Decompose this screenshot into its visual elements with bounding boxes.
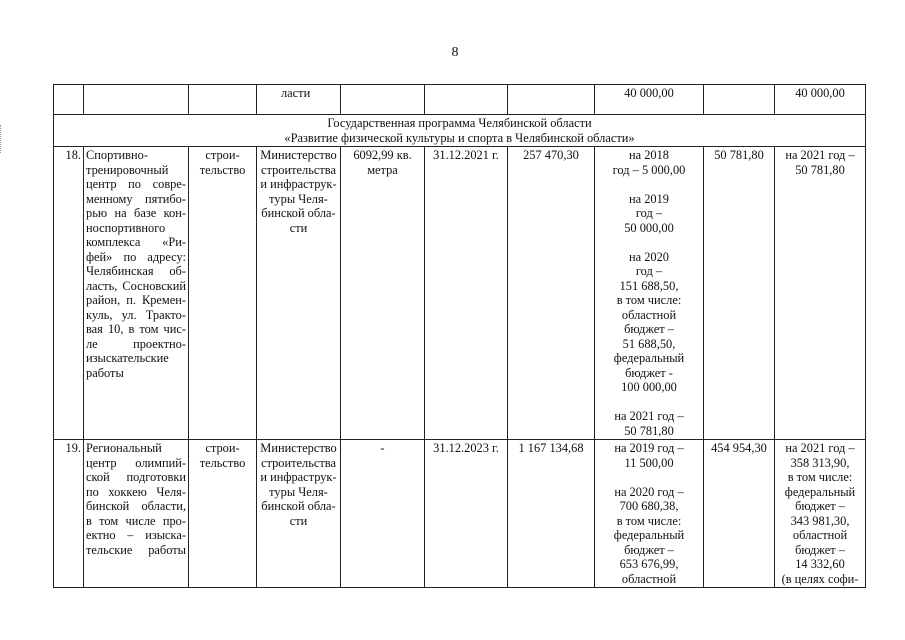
- table-row-continued: [54, 85, 866, 115]
- cell-line: сти: [289, 220, 308, 235]
- cell-type: [189, 85, 257, 115]
- cell-line: куль, ул. Тракто-: [86, 307, 186, 322]
- cell-line: район, п. Кремен-: [86, 293, 186, 307]
- cell-line: фей» по адресу:: [86, 249, 186, 264]
- cell-capacity: [341, 147, 425, 440]
- cell-line: туры Челя-: [269, 191, 328, 206]
- cell-line: в том числе:: [616, 513, 682, 528]
- cell-line: год – 5 000,00: [612, 162, 686, 177]
- cell-line: федеральный: [613, 528, 685, 542]
- cell-line: Челябинская об-: [86, 264, 186, 278]
- cell-line: федеральный: [613, 351, 685, 365]
- cell-capacity: [341, 85, 425, 115]
- cell-line: носпортивного: [86, 220, 166, 235]
- cell-responsible: [257, 440, 341, 588]
- cell-line: год –: [635, 206, 663, 220]
- cell-line: 100 000,00: [621, 380, 677, 394]
- cell-line: туры Челя-: [269, 484, 328, 499]
- cell-line: изыскательские: [86, 351, 169, 365]
- cell-line: строительства: [261, 455, 336, 470]
- cell-line: рью на базе кон-: [86, 206, 186, 220]
- cell-line: 51 688,50,: [622, 336, 676, 351]
- cell-line: в том числе про-: [86, 513, 186, 528]
- cell-line: тельство: [199, 162, 246, 177]
- cell-funding: 40 000,00: [595, 85, 704, 115]
- cell-line: Спортивно-: [86, 148, 148, 162]
- objects-table: [53, 84, 866, 588]
- cell-amount: 454 954,30: [704, 440, 775, 588]
- cell-line: тельство: [199, 455, 246, 470]
- cell-line: бюджет -: [625, 365, 673, 380]
- cell-line: бюджет –: [795, 499, 845, 513]
- program-header-row: [54, 115, 866, 147]
- cell-amount: 50 781,80: [704, 147, 775, 440]
- cell-line: на 2021 год –: [785, 148, 855, 162]
- scan-margin-mark: [0, 125, 7, 153]
- cell-line: 50 781,80: [624, 423, 674, 438]
- cell-responsible: [257, 147, 341, 440]
- cell-line: областной: [621, 571, 677, 586]
- cell-line: в том числе:: [616, 293, 682, 307]
- cell-line: 50 000,00: [624, 220, 674, 235]
- table-row-object-18: [54, 147, 866, 440]
- cell-deadline: [425, 85, 508, 115]
- cell-funding: [595, 440, 704, 588]
- cell-line: ской подготовки: [86, 470, 186, 484]
- cell-num: 19.: [54, 440, 84, 588]
- cell-line: тренировочный: [86, 162, 169, 177]
- cell-line: и инфраструк-: [260, 470, 337, 484]
- cell-line: ле проектно-: [86, 336, 186, 351]
- cell-line: бюджет –: [624, 322, 674, 336]
- cell-amount: [704, 85, 775, 115]
- cell-line: менному пятибо-: [86, 191, 186, 206]
- cell-planned: [775, 440, 866, 588]
- cell-line: Региональный: [86, 441, 162, 455]
- cell-name: [84, 147, 189, 440]
- cell-line: бинской обла-: [261, 206, 336, 220]
- cell-line: 6092,99 кв.: [353, 148, 412, 162]
- cell-name: [84, 440, 189, 588]
- cell-deadline: 31.12.2021 г.: [425, 147, 508, 440]
- cell-line: на 2021 год –: [785, 441, 855, 455]
- cell-line: бинской области,: [86, 499, 186, 513]
- cell-line: [597, 470, 701, 485]
- cell-responsible-tail: ласти: [257, 85, 341, 115]
- cell-line: 151 688,50,: [619, 278, 679, 293]
- cell-cost: 257 470,30: [508, 147, 595, 440]
- cell-line: 14 332,60: [795, 557, 845, 571]
- cell-line: и инфраструк-: [260, 177, 337, 191]
- cell-line: Министерство: [260, 148, 337, 162]
- cell-line: федеральный: [784, 484, 856, 499]
- cell-line: на 2018: [628, 148, 669, 162]
- cell-line: 50 781,80: [795, 162, 845, 177]
- cell-line: центр по совре-: [86, 177, 186, 191]
- cell-line: бинской обла-: [261, 499, 336, 513]
- program-header: Государственная программа Челябинской области «Развитие физической культуры и спорта в Челябинской области»: [54, 115, 866, 147]
- cell-line: строи-: [205, 148, 240, 162]
- cell-cost: 1 167 134,68: [508, 440, 595, 588]
- cell-line: Министерство: [260, 441, 337, 455]
- cell-line: ектно – изыска-: [86, 528, 186, 542]
- cell-line: строительства: [261, 162, 336, 177]
- cell-num: 18.: [54, 147, 84, 440]
- cell-line: по хоккею Челя-: [86, 484, 186, 499]
- cell-planned: [775, 147, 866, 440]
- cell-line: сти: [289, 513, 308, 528]
- cell-line: [597, 235, 701, 250]
- cell-line: -: [380, 441, 385, 455]
- cell-line: строи-: [205, 441, 240, 455]
- cell-cost: [508, 85, 595, 115]
- cell-line: работы: [86, 365, 124, 380]
- cell-line: на 2020 год –: [614, 484, 684, 499]
- cell-line: метра: [367, 162, 398, 177]
- cell-line: бюджет –: [795, 542, 845, 557]
- cell-num: [54, 85, 84, 115]
- cell-line: бюджет –: [624, 542, 674, 557]
- cell-type: [189, 440, 257, 588]
- cell-deadline: 31.12.2023 г.: [425, 440, 508, 588]
- cell-line: вая 10, в том чис-: [86, 322, 186, 336]
- cell-line: 700 680,38,: [619, 499, 679, 513]
- cell-line: на 2021 год –: [614, 409, 684, 423]
- cell-line: в том числе:: [787, 470, 853, 484]
- cell-line: комплекса «Ри-: [86, 235, 186, 249]
- cell-capacity: [341, 440, 425, 588]
- cell-line: 358 313,90,: [790, 455, 850, 470]
- cell-line: [597, 177, 701, 192]
- cell-line: (в целях софи-: [781, 571, 859, 586]
- page-number: 8: [451, 45, 459, 60]
- cell-line: 11 500,00: [624, 455, 674, 470]
- cell-line: на 2019 год –: [614, 441, 684, 455]
- cell-type: [189, 147, 257, 440]
- cell-line: 343 981,30,: [790, 513, 850, 528]
- cell-line: на 2020: [628, 249, 669, 264]
- cell-line: областной: [792, 528, 848, 542]
- table-row-object-19: [54, 440, 866, 588]
- cell-funding: [595, 147, 704, 440]
- cell-line: 653 676,99,: [619, 557, 679, 571]
- cell-line: тельские работы: [86, 542, 186, 557]
- cell-line: [597, 395, 701, 410]
- cell-line: ласть, Сосновский: [86, 278, 186, 293]
- cell-line: год –: [635, 264, 663, 278]
- cell-line: центр олимпий-: [86, 455, 186, 470]
- cell-name: [84, 85, 189, 115]
- cell-line: на 2019: [628, 191, 669, 206]
- cell-line: областной: [621, 307, 677, 322]
- cell-planned: 40 000,00: [775, 85, 866, 115]
